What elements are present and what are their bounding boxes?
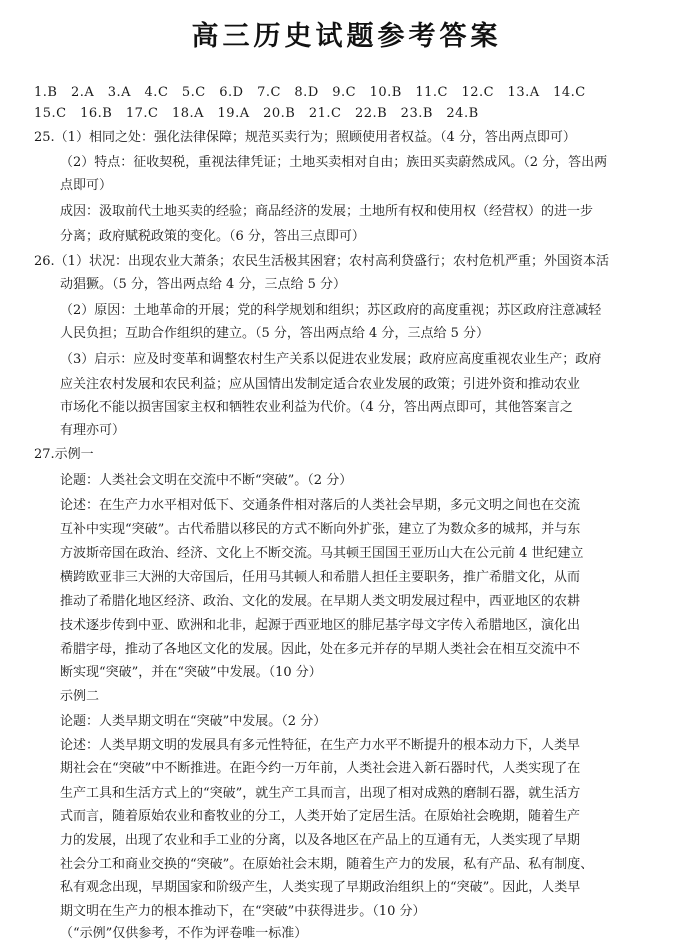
q26-line-7: 市场化不能以损害国家主权和牺牲农业利益为代价。（4 分，答出两点即可，其他答案言之 bbox=[60, 400, 573, 415]
q27-example2-line-4: 式而言，随着原始农业和畜牧业的分工，人类开始了定居生活。在原始社会晚期，随着生产 bbox=[60, 809, 581, 824]
q26-line-3: （2）原因：土地革命的开展；党的科学规划和组织；苏区政府的高度重视；苏区政府注意减轻 bbox=[60, 303, 602, 318]
choice-answers-row-2: 15.C 16.B 17.C 18.A 19.A 20.B 21.C 22.B 23.B 24.B bbox=[34, 106, 479, 121]
q27-example2-line-7: 私有观念出现，早期国家和阶级产生，人类实现了早期政治组织上的“突破”。因此，人类早 bbox=[60, 880, 581, 895]
q25-line-4: 成因：汲取前代土地买卖的经验；商品经济的发展；土地所有权和使用权（经营权）的进一步 bbox=[60, 204, 594, 219]
q27-header: 27.示例一 bbox=[34, 447, 94, 462]
page-title: 高三历史试题参考答案 bbox=[191, 21, 502, 52]
q27-example2-line-3: 生产工具和生活方式上的“突破”，就生产工具而言，出现了相对成熟的磨制石器，就生活方 bbox=[60, 786, 581, 801]
q27-example1-line-1: 论述：在生产力水平相对低下、交通条件相对落后的人类社会早期，多元文明之间也在交流 bbox=[60, 498, 581, 513]
q27-example1-line-6: 技术逐步传到中亚、欧洲和北非，起源于西亚地区的腓尼基字母文字传入希腊地区，演化出 bbox=[60, 618, 581, 633]
q27-example2-line-6: 社会分工和商业交换的“突破”。在原始社会末期，随着生产力的发展，私有产品、私有制度、 bbox=[60, 857, 594, 872]
q27-example1-line-7: 希腊字母，推动了各地区文化的发展。因此，处在多元并存的早期人类社会在相互交流中不 bbox=[60, 642, 581, 657]
q26-line-5: （3）启示：应及时变革和调整农村生产关系以促进农业发展；政府应高度重视农业生产；政府 bbox=[60, 352, 602, 367]
q27-example2-line-5: 力的发展，出现了农业和手工业的分离，以及各地区在产品上的互通有无，人类实现了早期 bbox=[60, 833, 581, 848]
q27-example1-thesis: 论题：人类社会文明在交流中不断“突破”。（2 分） bbox=[60, 473, 353, 488]
q27-example1-line-5: 推动了希腊化地区经济、政治、文化的发展。在早期人类文明发展过程中，西亚地区的农耕 bbox=[60, 594, 581, 609]
q27-example2-line-2: 期社会在“突破”中不断推进。在距今约一万年前，人类社会进入新石器时代，人类实现了在 bbox=[60, 761, 581, 776]
q26-line-8: 有理亦可） bbox=[60, 423, 126, 438]
choice-answers-row-1: 1.B 2.A 3.A 4.C 5.C 6.D 7.C 8.D 9.C 10.B 11.C 12.C 13.A 14.C bbox=[34, 85, 586, 100]
q26-line-2: 动猖獗。（5 分，答出两点给 4 分，三点给 5 分） bbox=[60, 277, 346, 292]
q26-line-4: 人民负担；互助合作组织的建立。（5 分，答出两点给 4 分，三点给 5 分） bbox=[60, 326, 489, 341]
q27-example2-header: 示例二 bbox=[60, 689, 100, 704]
q27-example2-line-1: 论述：人类早期文明的发展具有多元性特征，在生产力水平不断提升的根本动力下，人类早 bbox=[60, 738, 581, 753]
q27-example1-line-8: 断实现“突破”，并在“突破”中发展。（10 分） bbox=[60, 665, 322, 680]
q26-line-1: 26.（1）状况：出现农业大萧条；农民生活极其困窘；农村高利贷盛行；农村危机严重；外国资本活 bbox=[34, 254, 609, 269]
q27-example1-line-4: 横跨欧亚非三大洲的大帝国后，任用马其顿人和希腊人担任主要职务，推广希腊文化，从而 bbox=[60, 570, 581, 585]
q26-line-6: 应关注农村发展和农民利益；应从国情出发制定适合农业发展的政策；引进外资和推动农业 bbox=[60, 377, 581, 392]
q25-line-3: 点即可） bbox=[60, 178, 113, 193]
q27-example2-thesis: 论题：人类早期文明在“突破”中发展。（2 分） bbox=[60, 714, 327, 729]
q27-example1-line-3: 方波斯帝国在政治、经济、文化上不断交流。马其顿王国国王亚历山大在公元前 4 世纪建立 bbox=[60, 546, 584, 561]
q27-note: （“示例”仅供参考，不作为评卷唯一标准） bbox=[60, 926, 308, 941]
q25-line-5: 分离；政府赋税政策的变化。（6 分，答出三点即可） bbox=[60, 229, 365, 244]
q25-line-1: 25.（1）相同之处：强化法律保障；规范买卖行为；照顾使用者权益。（4 分，答出两点即可） bbox=[34, 130, 576, 145]
q27-example2-line-8: 期文明在生产力的根本推动下，在“突破”中获得进步。（10 分） bbox=[60, 904, 426, 919]
q25-line-2: （2）特点：征收契税，重视法律凭证；土地买卖相对自由；族田买卖蔚然成风。（2 分，答出两 bbox=[60, 155, 608, 170]
q27-example1-line-2: 互补中实现“突破”。古代希腊以移民的方式不断向外扩张，建立了为数众多的城邦，并与东 bbox=[60, 522, 581, 537]
